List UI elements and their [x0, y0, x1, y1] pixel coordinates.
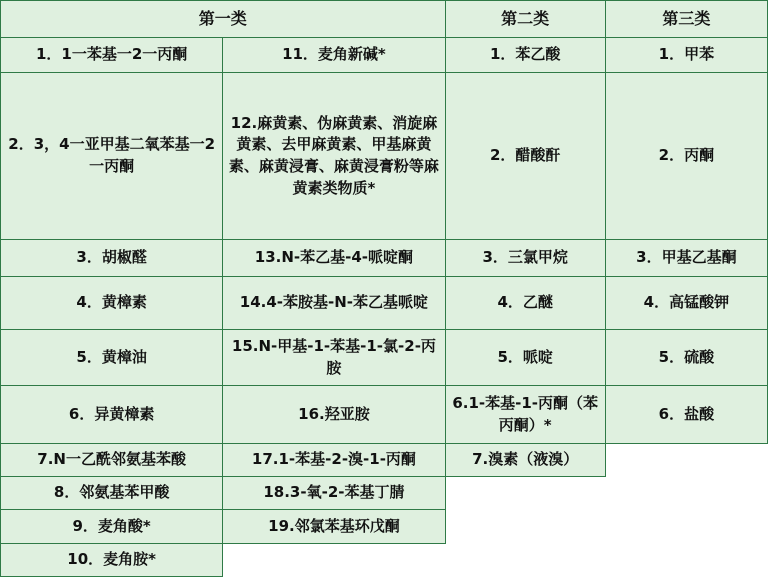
table-row: [1, 386, 768, 444]
cell-class1-2: 2．3，4一亚甲基二氧苯基一2一丙酮: [1, 73, 223, 239]
cell-class2-6: 6.1-苯基-1-丙酮（苯丙酮）*: [445, 386, 605, 444]
table-header: [1, 1, 768, 38]
table-body: [1, 38, 768, 577]
cell-class1-3: 3．胡椒醛: [1, 239, 223, 277]
table-row: [1, 73, 768, 239]
cell-class1-15: 15.N-甲基-1-苯基-1-氯-2-丙胺: [223, 330, 445, 386]
cell-class1-19: 19.邻氯苯基环戊酮: [223, 510, 445, 543]
table-row: [1, 330, 768, 386]
cell-class3-5: 5．硫酸: [605, 330, 767, 386]
cell-class1-8: 8．邻氨基苯甲酸: [1, 477, 223, 510]
table-row: [1, 477, 768, 510]
cell-empty: [605, 543, 767, 576]
header-class-1: 第一类: [1, 1, 446, 38]
cell-class2-1: 1．苯乙酸: [445, 38, 605, 73]
table-row: [1, 510, 768, 543]
cell-class2-2: 2．醋酸酐: [445, 73, 605, 239]
cell-empty: [445, 510, 605, 543]
cell-class3-6: 6．盐酸: [605, 386, 767, 444]
cell-empty: [605, 510, 767, 543]
cell-class3-4: 4．高锰酸钾: [605, 277, 767, 330]
cell-empty: [445, 543, 605, 576]
cell-empty: [605, 444, 767, 477]
table-row: [1, 38, 768, 73]
cell-empty: [445, 477, 605, 510]
table-row: [1, 239, 768, 277]
cell-class1-6: 6．异黄樟素: [1, 386, 223, 444]
cell-class1-13: 13.N-苯乙基-4-哌啶酮: [223, 239, 445, 277]
table-header-row: [1, 1, 768, 38]
cell-class3-2: 2．丙酮: [605, 73, 767, 239]
cell-class1-14: 14.4-苯胺基-N-苯乙基哌啶: [223, 277, 445, 330]
cell-empty: [223, 543, 445, 576]
cell-class1-16: 16.羟亚胺: [223, 386, 445, 444]
cell-class2-4: 4．乙醚: [445, 277, 605, 330]
cell-class1-9: 9．麦角酸*: [1, 510, 223, 543]
cell-class2-5: 5．哌啶: [445, 330, 605, 386]
header-class-2: 第二类: [445, 1, 605, 38]
cell-class1-1: 1．1一苯基一2一丙酮: [1, 38, 223, 73]
cell-class2-3: 3．三氯甲烷: [445, 239, 605, 277]
cell-class1-4: 4．黄樟素: [1, 277, 223, 330]
cell-class1-7: 7.N一乙酰邻氨基苯酸: [1, 444, 223, 477]
cell-class1-17: 17.1-苯基-2-溴-1-丙酮: [223, 444, 445, 477]
cell-class1-10: 10．麦角胺*: [1, 543, 223, 576]
cell-class3-3: 3．甲基乙基酮: [605, 239, 767, 277]
cell-class1-12: 12.麻黄素、伪麻黄素、消旋麻黄素、去甲麻黄素、甲基麻黄素、麻黄浸膏、麻黄浸膏粉等麻黄素类物质*: [223, 73, 445, 239]
table-row: [1, 543, 768, 576]
cell-class1-5: 5．黄樟油: [1, 330, 223, 386]
cell-empty: [605, 477, 767, 510]
header-class-3: 第三类: [605, 1, 767, 38]
table-row: [1, 277, 768, 330]
table-row: [1, 444, 768, 477]
cell-class3-1: 1．甲苯: [605, 38, 767, 73]
cell-class1-18: 18.3-氧-2-苯基丁腈: [223, 477, 445, 510]
cell-class2-7: 7.溴素（液溴）: [445, 444, 605, 477]
cell-class1-11: 11．麦角新碱*: [223, 38, 445, 73]
